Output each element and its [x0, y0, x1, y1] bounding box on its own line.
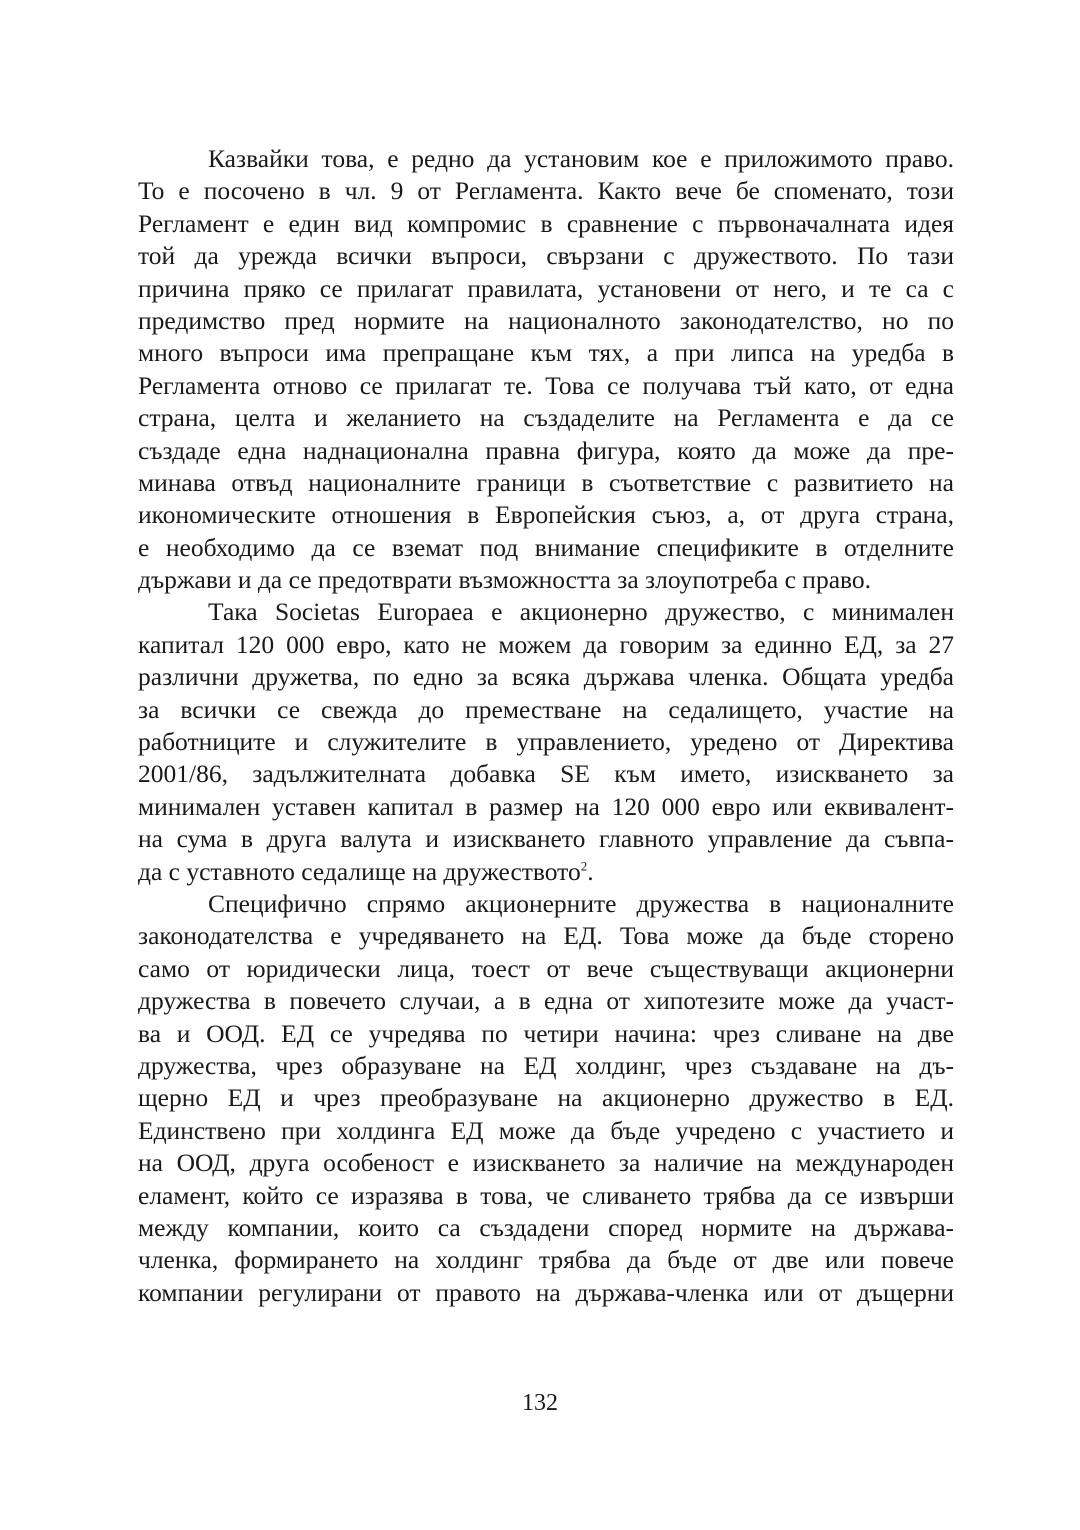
- text-line: само от юридически лица, тоест от вече съществуващи акционерни: [138, 953, 954, 983]
- text-line: минава отвъд националните граници в съответствие с развитието на: [138, 467, 954, 497]
- text-line: държави и да се предотврати възможността за злоупотреба с право.: [138, 565, 872, 595]
- text-line: еламент, който се изразява в това, че сливането трябва да се извърши: [138, 1180, 954, 1210]
- text-line: той да урежда всички въпроси, свързани с дружеството. По тази: [138, 241, 954, 271]
- text-line: много въпроси има препращане към тях, а при липса на уредба в: [138, 338, 954, 368]
- text-line: Специфично спрямо акционерните дружества в националните: [208, 888, 954, 918]
- text-line: компании регулирани от правото на държава-членка или от дъщерни: [138, 1277, 954, 1307]
- page-number: 132: [522, 1390, 558, 1416]
- text-line: причина пряко се прилагат правилата, установени от него, и те са с: [138, 273, 954, 303]
- text-line: за всички се свежда до преместване на седалището, участие на: [138, 694, 954, 724]
- paragraph-1: [138, 143, 954, 596]
- text-line: [138, 856, 954, 888]
- text-line: дружества в повечето случаи, а в една от хипотезите може да участ-: [138, 986, 954, 1016]
- text-line: на сума в друга валута и изискването главното управление да съвпа-: [138, 824, 954, 854]
- text-line: законодателства е учредяването на ЕД. Това може да бъде сторено: [138, 921, 954, 951]
- footnote-reference[interactable]: 2: [580, 858, 588, 874]
- text-line: капитал 120 000 евро, като не можем да говорим за единно ЕД, за 27: [138, 629, 954, 659]
- text-line: Така Societas Europaea е акционерно дружество, с минимален: [208, 597, 954, 627]
- text-line: е необходимо да се вземат под внимание спецификите в отделните: [138, 532, 954, 562]
- sentence-end: .: [587, 856, 594, 886]
- text-line: икономическите отношения в Европейския съюз, а, от друга страна,: [138, 500, 954, 530]
- footnote-sentence: да с уставното седалище на дружеството: [138, 856, 581, 886]
- text-line: членка, формирането на холдинг трябва да бъде от две или повече: [138, 1245, 954, 1275]
- text-line: създаде една наднационална правна фигура, която да може да пре-: [138, 435, 954, 465]
- text-line: Казвайки това, е редно да установим кое е приложимото право.: [208, 144, 954, 173]
- paragraph-3: [138, 888, 954, 1309]
- text-line: между компании, които са създадени според нормите на държава-: [138, 1212, 954, 1242]
- text-line: Регламент е един вид компромис в сравнение с първоначалната идея: [138, 208, 954, 238]
- document-body: [138, 143, 954, 1309]
- text-line: предимство пред нормите на националното законодателство, но по: [138, 305, 954, 335]
- text-line: на ООД, друга особеност е изискването за наличие на международен: [138, 1148, 954, 1178]
- text-line: Регламента отново се прилагат те. Това се получава тъй като, от една: [138, 370, 954, 400]
- text-line: 2001/86, задължителната добавка SE към името, изискването за: [138, 759, 954, 789]
- paragraph-2: [138, 596, 954, 888]
- text-line: щерно ЕД и чрез преобразуване на акционерно дружество в ЕД.: [138, 1083, 954, 1113]
- text-line: минимален уставен капитал в размер на 120 000 евро или еквивалент-: [138, 791, 954, 821]
- text-line: различни дружетва, по едно за всяка държава членка. Общата уредба: [138, 662, 954, 692]
- text-line: То е посочено в чл. 9 от Регламента. Както вече бе споменато, този: [138, 176, 954, 206]
- text-line: Единствено при холдинга ЕД може да бъде учредено с участието и: [138, 1115, 954, 1145]
- text-line: страна, целта и желанието на създаделите на Регламента е да се: [138, 403, 954, 433]
- text-line: работниците и служителите в управлението, уредено от Директива: [138, 727, 954, 757]
- text-line: ва и ООД. ЕД се учредява по четири начина: чрез сливане на две: [138, 1018, 954, 1048]
- text-line: дружества, чрез образуване на ЕД холдинг, чрез създаване на дъ-: [138, 1050, 954, 1080]
